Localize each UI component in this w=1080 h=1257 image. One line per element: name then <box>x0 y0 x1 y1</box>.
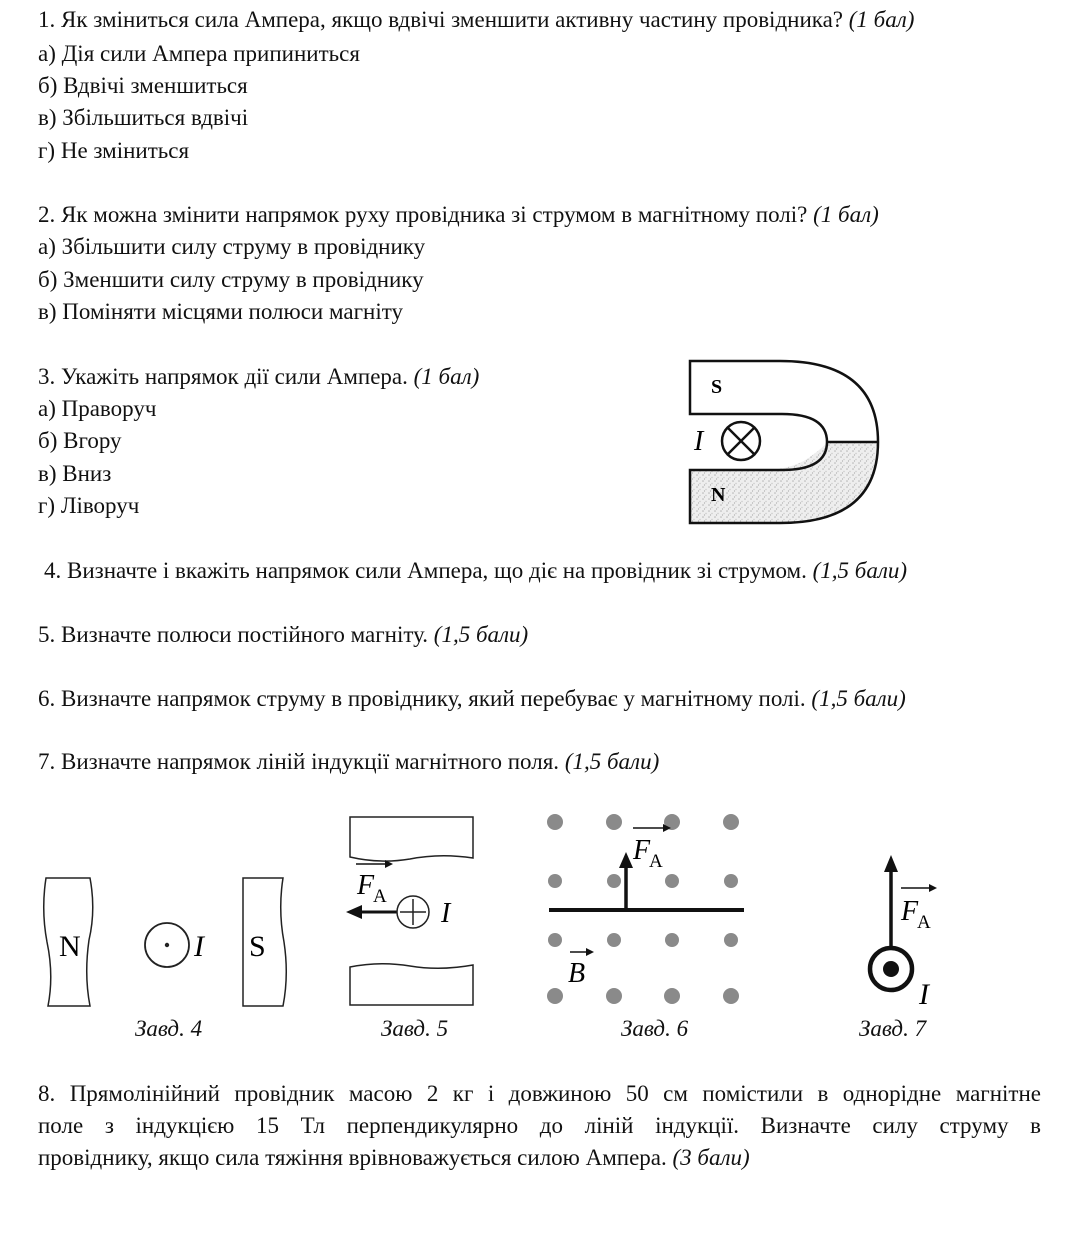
field-dot <box>607 874 621 888</box>
field-dot <box>723 988 739 1004</box>
fig6-force-label <box>632 824 671 872</box>
field-dot <box>606 814 622 830</box>
caption-figure-6: Завд. 6 <box>621 1016 689 1041</box>
question-8-points: (3 бали) <box>672 1145 750 1170</box>
field-dot <box>723 814 739 830</box>
question-7-text: 7. Визначте напрямок ліній індукції магнітного поля. <box>38 749 560 774</box>
question-3-option-c: в) Вниз <box>38 461 112 486</box>
field-dot <box>724 874 738 888</box>
question-2-points: (1 бал) <box>813 202 879 227</box>
current-plus-icon <box>397 896 429 928</box>
svg-text:F: F <box>357 870 375 901</box>
question-7-points: (1,5 бали) <box>564 749 660 774</box>
current-label: I <box>694 426 704 457</box>
question-5-text: 5. Визначте полюси постійного магніту. <box>38 622 429 647</box>
field-dot <box>548 874 562 888</box>
fig7-current-label: I <box>919 978 929 1011</box>
field-dot <box>724 933 738 947</box>
svg-text:A: A <box>917 912 931 933</box>
fig7-force-label <box>900 884 937 933</box>
question-2-option-c: в) Поміняти місцями полюси магніту <box>38 299 403 324</box>
fig4-current-label: I <box>194 930 204 963</box>
question-6-points: (1,5 бали) <box>811 686 906 711</box>
question-8-line-3-text: провіднику, якщо сила тяжіння врівноважується силою Ампера. <box>38 1145 667 1170</box>
question-1-option-a: а) Дія сили Ампера припиниться <box>38 41 360 66</box>
svg-text:F: F <box>901 896 919 927</box>
question-8-line-3 <box>38 1145 750 1170</box>
fig5-force-arrow <box>346 905 398 919</box>
caption-figure-5: Завд. 5 <box>381 1016 449 1041</box>
figure-7 <box>870 855 937 1011</box>
fig6-field-label <box>568 948 594 989</box>
question-2-option-b: б) Зменшити силу струму в провіднику <box>38 267 424 292</box>
magnet-plate-top <box>350 817 473 861</box>
caption-figure-4: Завд. 4 <box>135 1016 203 1041</box>
fig7-force-arrow <box>884 855 898 948</box>
question-6-text: 6. Визначте напрямок струму в провіднику, який перебуває у магнітному полі. <box>38 686 806 711</box>
question-1-text: 1. Як зміниться сила Ампера, якщо вдвічі зменшити активну частину провідника? <box>38 7 844 32</box>
current-out-of-page-icon <box>145 923 189 967</box>
question-2-option-a: а) Збільшити силу струму в провіднику <box>38 234 426 259</box>
field-dot <box>606 988 622 1004</box>
question-3-option-d: г) Ліворуч <box>38 493 140 518</box>
question-1-points: (1 бал) <box>848 7 915 32</box>
question-8-line-1: 8. Прямолінійний провідник масою 2 кг і довжиною 50 см помістили в однорідне магнітне <box>38 1081 1041 1106</box>
svg-text:A: A <box>649 851 663 872</box>
fig5-force-label <box>356 860 393 907</box>
question-5-points: (1,5 бали) <box>433 622 529 647</box>
figure-6 <box>547 814 744 1004</box>
field-dot <box>547 814 563 830</box>
svg-text:A: A <box>373 886 387 907</box>
fig4-pole-n: N <box>59 930 81 963</box>
magnet-plate-bottom <box>350 964 473 1005</box>
fig4-pole-s: S <box>249 930 266 963</box>
question-4-text: 4. Визначте і вкажіть напрямок сили Ампера, що діє на провідник зі струмом. <box>44 558 807 583</box>
question-3-points: (1 бал) <box>413 364 480 389</box>
svg-text:F: F <box>633 835 651 866</box>
question-3-option-b: б) Вгору <box>38 428 122 453</box>
field-dot <box>547 988 563 1004</box>
question-4-points: (1,5 бали) <box>812 558 908 583</box>
question-1-option-c: в) Збільшиться вдвічі <box>38 105 249 130</box>
field-dot <box>665 874 679 888</box>
figure-4 <box>44 878 287 1006</box>
field-dot <box>665 933 679 947</box>
field-dot <box>548 933 562 947</box>
question-8 <box>38 1078 1041 1174</box>
pole-label-s: S <box>711 376 723 398</box>
svg-text:B: B <box>568 958 586 989</box>
question-1-option-d: г) Не зміниться <box>38 138 190 163</box>
field-dot <box>664 988 680 1004</box>
caption-figure-7: Завд. 7 <box>859 1016 927 1041</box>
question-3-option-a: а) Праворуч <box>38 396 157 421</box>
pole-label-n: N <box>711 484 726 506</box>
fig5-current-label: I <box>441 898 451 929</box>
question-2-text: 2. Як можна змінити напрямок руху провідника зі струмом в магнітному полі? <box>38 202 808 227</box>
figure-5 <box>346 817 473 1005</box>
field-dot <box>607 933 621 947</box>
question-3-text: 3. Укажіть напрямок дії сили Ампера. <box>38 364 408 389</box>
question-8-line-2: поле з індукцією 15 Тл перпендикулярно до ліній індукції. Визначте силу струму в <box>38 1113 1041 1138</box>
fig6-force-arrow <box>619 852 633 908</box>
current-out-of-page-icon <box>870 948 912 990</box>
question-1-option-b: б) Вдвічі зменшиться <box>38 73 248 98</box>
